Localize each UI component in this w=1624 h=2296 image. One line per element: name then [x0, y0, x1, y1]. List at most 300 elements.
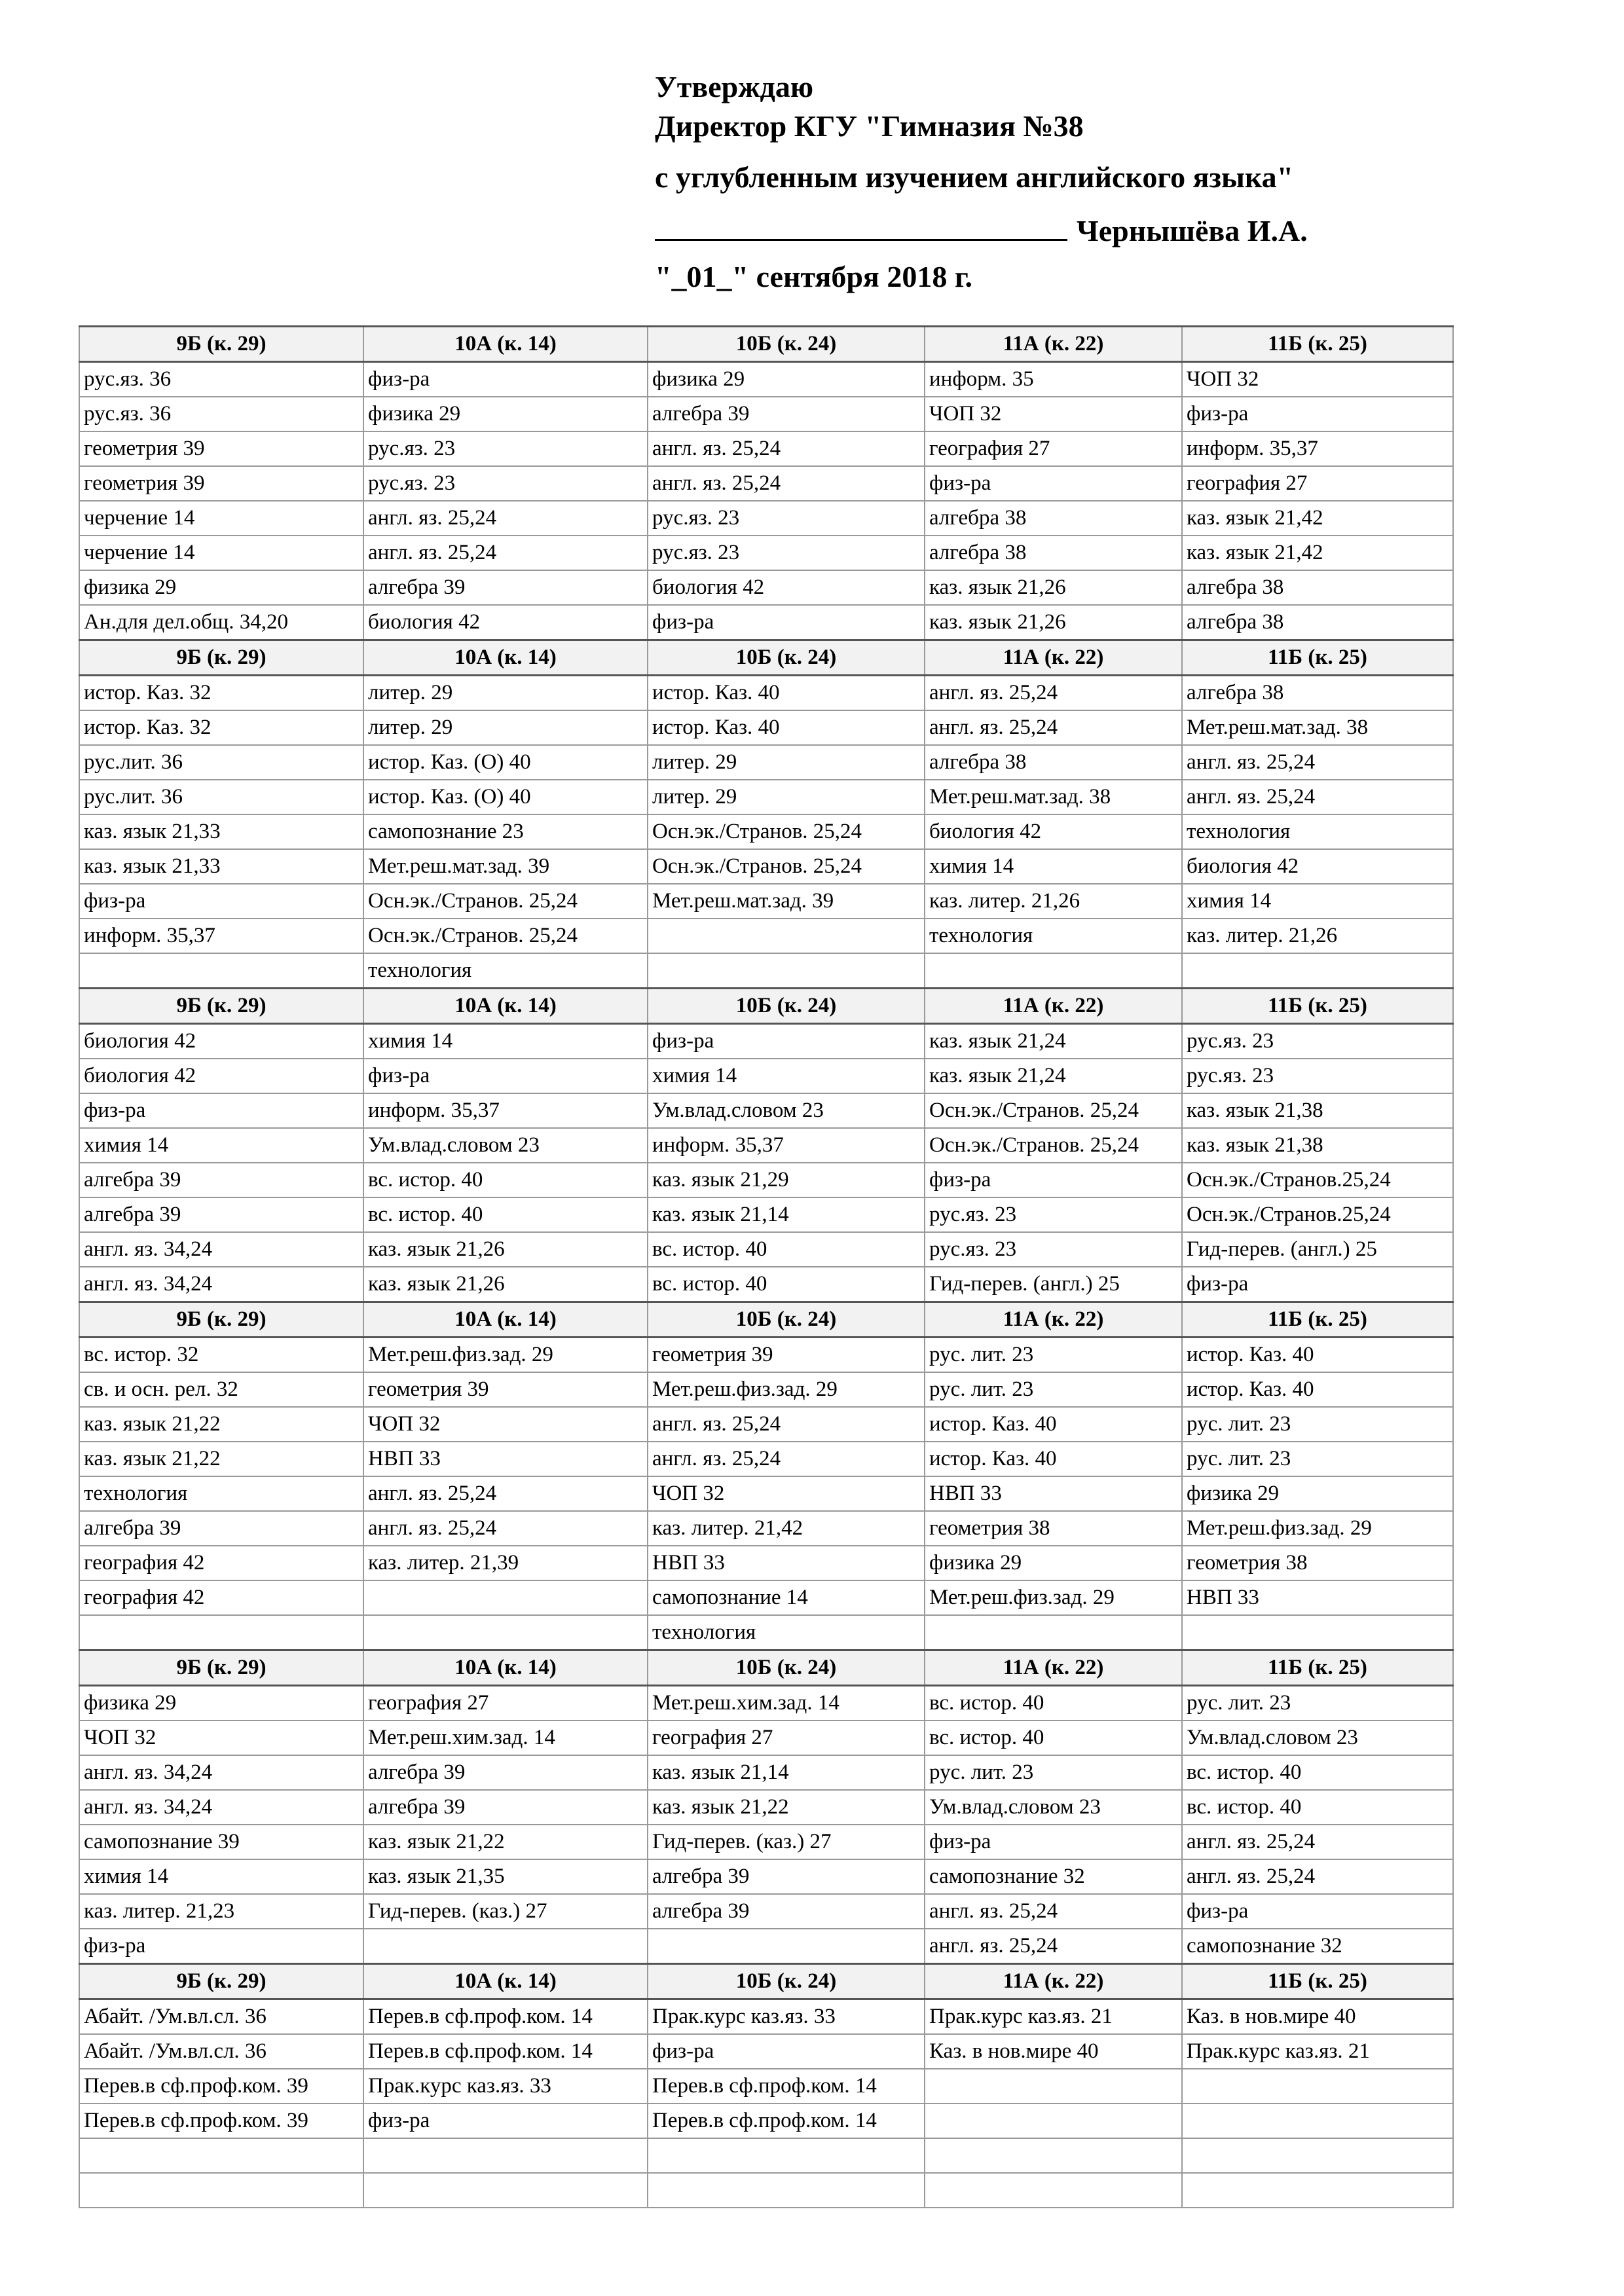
- lesson-cell: [648, 2173, 925, 2208]
- lesson-cell: каз. язык 21,26: [363, 1267, 648, 1302]
- lesson-row: [79, 1790, 1453, 1825]
- lesson-cell: рус.яз. 23: [925, 1197, 1182, 1232]
- lesson-cell: НВП 33: [648, 1546, 925, 1580]
- class-header-cell: 10Б (к. 24): [648, 989, 925, 1024]
- class-header-cell: 9Б (к. 29): [79, 989, 363, 1024]
- lesson-row: [79, 919, 1453, 953]
- class-header-cell: 11Б (к. 25): [1182, 989, 1453, 1024]
- class-header-cell: 11Б (к. 25): [1182, 640, 1453, 676]
- lesson-cell: геометрия 38: [925, 1511, 1182, 1546]
- lesson-cell: геометрия 38: [1182, 1546, 1453, 1580]
- lesson-cell: химия 14: [925, 849, 1182, 884]
- lesson-cell: самопознание 23: [363, 814, 648, 849]
- class-header-cell: 10А (к. 14): [363, 1302, 648, 1338]
- class-header-cell: 11А (к. 22): [925, 1302, 1182, 1338]
- lesson-cell: самопознание 32: [925, 1859, 1182, 1894]
- lesson-cell: каз. язык 21,14: [648, 1755, 925, 1790]
- approval-date: "_01_" сентября 2018 г.: [655, 260, 973, 293]
- lesson-cell: рус. лит. 23: [925, 1338, 1182, 1373]
- lesson-cell: рус.яз. 23: [1182, 1024, 1453, 1059]
- lesson-cell: биология 42: [1182, 849, 1453, 884]
- lesson-cell: ЧОП 32: [79, 1721, 363, 1755]
- class-header-cell: 9Б (к. 29): [79, 1302, 363, 1338]
- lesson-row: [79, 710, 1453, 745]
- lesson-row: [79, 2173, 1453, 2208]
- lesson-cell: истор. Каз. 40: [925, 1442, 1182, 1476]
- lesson-cell: география 42: [79, 1580, 363, 1615]
- lesson-cell: самопознание 14: [648, 1580, 925, 1615]
- class-header-cell: 11А (к. 22): [925, 640, 1182, 676]
- lesson-cell: физ-ра: [363, 2104, 648, 2138]
- lesson-cell: каз. язык 21,35: [363, 1859, 648, 1894]
- class-header-cell: 11Б (к. 25): [1182, 1964, 1453, 1999]
- lesson-cell: физика 29: [648, 362, 925, 397]
- lesson-cell: [925, 2173, 1182, 2208]
- lesson-cell: вс. истор. 40: [925, 1721, 1182, 1755]
- lesson-row: [79, 1024, 1453, 1059]
- lesson-cell: каз. язык 21,42: [1182, 536, 1453, 570]
- lesson-cell: [1182, 2069, 1453, 2104]
- lesson-row: [79, 1163, 1453, 1197]
- lesson-cell: алгебра 38: [1182, 676, 1453, 711]
- lesson-cell: физ-ра: [925, 1163, 1182, 1197]
- lesson-cell: география 27: [363, 1686, 648, 1721]
- lesson-cell: [79, 953, 363, 989]
- lesson-row: [79, 884, 1453, 919]
- lesson-row: [79, 1093, 1453, 1128]
- lesson-cell: литер. 29: [648, 780, 925, 814]
- lesson-cell: литер. 29: [363, 676, 648, 711]
- lesson-cell: физика 29: [925, 1546, 1182, 1580]
- class-header-cell: 11Б (к. 25): [1182, 327, 1453, 362]
- lesson-cell: англ. яз. 25,24: [363, 501, 648, 536]
- lesson-cell: Гид-перев. (каз.) 27: [648, 1825, 925, 1859]
- lesson-cell: [925, 953, 1182, 989]
- lesson-row: [79, 1859, 1453, 1894]
- lesson-row: [79, 1442, 1453, 1476]
- lesson-row: [79, 676, 1453, 711]
- lesson-cell: каз. язык 21,42: [1182, 501, 1453, 536]
- day-header-row: [79, 1964, 1453, 1999]
- lesson-cell: рус.яз. 23: [925, 1232, 1182, 1267]
- lesson-cell: литер. 29: [363, 710, 648, 745]
- lesson-cell: рус.яз. 23: [363, 466, 648, 501]
- lesson-row: [79, 1755, 1453, 1790]
- lesson-cell: [79, 1615, 363, 1650]
- lesson-cell: информ. 35,37: [79, 919, 363, 953]
- lesson-cell: каз. язык 21,14: [648, 1197, 925, 1232]
- class-header-cell: 9Б (к. 29): [79, 1964, 363, 1999]
- lesson-cell: вс. истор. 40: [363, 1163, 648, 1197]
- signature-blank: [655, 213, 1067, 241]
- lesson-cell: химия 14: [648, 1059, 925, 1093]
- lesson-cell: химия 14: [1182, 884, 1453, 919]
- lesson-cell: алгебра 38: [1182, 605, 1453, 640]
- lesson-cell: алгебра 39: [79, 1511, 363, 1546]
- lesson-cell: ЧОП 32: [1182, 362, 1453, 397]
- lesson-row: [79, 431, 1453, 466]
- lesson-cell: [363, 1615, 648, 1650]
- lesson-cell: [648, 1929, 925, 1964]
- class-header-cell: 10Б (к. 24): [648, 640, 925, 676]
- lesson-cell: Перев.в сф.проф.ком. 14: [648, 2069, 925, 2104]
- lesson-cell: физ-ра: [79, 1929, 363, 1964]
- lesson-cell: ЧОП 32: [925, 397, 1182, 431]
- lesson-row: [79, 745, 1453, 780]
- lesson-cell: [363, 2138, 648, 2173]
- lesson-row: [79, 570, 1453, 605]
- lesson-cell: [1182, 2138, 1453, 2173]
- lesson-cell: каз. язык 21,29: [648, 1163, 925, 1197]
- class-header-cell: 10Б (к. 24): [648, 327, 925, 362]
- lesson-row: [79, 1372, 1453, 1407]
- lesson-cell: Осн.эк./Странов. 25,24: [363, 884, 648, 919]
- lesson-cell: НВП 33: [1182, 1580, 1453, 1615]
- lesson-cell: каз. язык 21,22: [79, 1407, 363, 1442]
- day-header-row: [79, 327, 1453, 362]
- lesson-cell: Мет.реш.хим.зад. 14: [648, 1686, 925, 1721]
- lesson-cell: биология 42: [79, 1024, 363, 1059]
- lesson-row: [79, 1580, 1453, 1615]
- lesson-row: [79, 501, 1453, 536]
- signer-name: Чернышёва И.А.: [1077, 214, 1308, 247]
- lesson-cell: Ум.влад.словом 23: [363, 1128, 648, 1163]
- lesson-cell: геометрия 39: [79, 466, 363, 501]
- lesson-cell: литер. 29: [648, 745, 925, 780]
- lesson-cell: Осн.эк./Странов. 25,24: [648, 849, 925, 884]
- school-line: с углубленным изучением английского языка": [655, 160, 1294, 194]
- lesson-cell: биология 42: [925, 814, 1182, 849]
- lesson-cell: вс. истор. 40: [1182, 1790, 1453, 1825]
- lesson-cell: вс. истор. 40: [648, 1232, 925, 1267]
- lesson-cell: [363, 1580, 648, 1615]
- lesson-cell: Осн.эк./Странов.25,24: [1182, 1197, 1453, 1232]
- class-header-cell: 11А (к. 22): [925, 1964, 1182, 1999]
- lesson-cell: вс. истор. 40: [363, 1197, 648, 1232]
- lesson-cell: технология: [648, 1615, 925, 1650]
- lesson-cell: рус. лит. 23: [1182, 1407, 1453, 1442]
- lesson-cell: [363, 1929, 648, 1964]
- lesson-cell: Мет.реш.мат.зад. 39: [363, 849, 648, 884]
- lesson-row: [79, 1546, 1453, 1580]
- lesson-cell: англ. яз. 25,24: [648, 1442, 925, 1476]
- lesson-cell: алгебра 39: [648, 1894, 925, 1929]
- lesson-cell: Абайт. /Ум.вл.сл. 36: [79, 1999, 363, 2035]
- lesson-cell: физ-ра: [363, 1059, 648, 1093]
- lesson-cell: НВП 33: [363, 1442, 648, 1476]
- class-header-cell: 10А (к. 14): [363, 1650, 648, 1686]
- lesson-cell: Ум.влад.словом 23: [648, 1093, 925, 1128]
- lesson-row: [79, 1407, 1453, 1442]
- lesson-cell: каз. литер. 21,26: [925, 884, 1182, 919]
- lesson-cell: Мет.реш.мат.зад. 38: [1182, 710, 1453, 745]
- lesson-cell: каз. язык 21,33: [79, 814, 363, 849]
- lesson-cell: рус. лит. 23: [1182, 1686, 1453, 1721]
- lesson-cell: [648, 953, 925, 989]
- lesson-cell: истор. Каз. 40: [925, 1407, 1182, 1442]
- lesson-cell: алгебра 38: [925, 536, 1182, 570]
- lesson-cell: Гид-перев. (англ.) 25: [925, 1267, 1182, 1302]
- lesson-cell: физ-ра: [79, 884, 363, 919]
- lesson-row: [79, 1825, 1453, 1859]
- lesson-cell: Мет.реш.физ.зад. 29: [363, 1338, 648, 1373]
- lesson-cell: [1182, 953, 1453, 989]
- lesson-cell: физика 29: [1182, 1476, 1453, 1511]
- lesson-row: [79, 1721, 1453, 1755]
- lesson-cell: физика 29: [79, 570, 363, 605]
- lesson-cell: Осн.эк./Странов. 25,24: [925, 1128, 1182, 1163]
- lesson-cell: англ. яз. 25,24: [1182, 1859, 1453, 1894]
- signature-line: [655, 213, 1308, 246]
- lesson-cell: каз. язык 21,33: [79, 849, 363, 884]
- lesson-cell: англ. яз. 25,24: [363, 536, 648, 570]
- lesson-cell: технология: [363, 953, 648, 989]
- lesson-row: [79, 1338, 1453, 1373]
- lesson-cell: алгебра 39: [648, 397, 925, 431]
- lesson-cell: англ. яз. 25,24: [648, 466, 925, 501]
- lesson-cell: Перев.в сф.проф.ком. 39: [79, 2069, 363, 2104]
- class-header-cell: 11Б (к. 25): [1182, 1302, 1453, 1338]
- lesson-row: [79, 814, 1453, 849]
- lesson-cell: физика 29: [363, 397, 648, 431]
- schedule-body: [79, 327, 1453, 2208]
- lesson-cell: Мет.реш.мат.зад. 39: [648, 884, 925, 919]
- lesson-cell: [648, 919, 925, 953]
- lesson-cell: Мет.реш.физ.зад. 29: [1182, 1511, 1453, 1546]
- lesson-cell: [925, 2138, 1182, 2173]
- lesson-cell: география 27: [1182, 466, 1453, 501]
- lesson-cell: Мет.реш.мат.зад. 38: [925, 780, 1182, 814]
- day-header-row: [79, 1650, 1453, 1686]
- lesson-cell: Ум.влад.словом 23: [925, 1790, 1182, 1825]
- lesson-cell: Осн.эк./Странов. 25,24: [648, 814, 925, 849]
- lesson-cell: истор. Каз. 40: [1182, 1338, 1453, 1373]
- lesson-cell: англ. яз. 34,24: [79, 1232, 363, 1267]
- lesson-cell: самопознание 39: [79, 1825, 363, 1859]
- lesson-cell: химия 14: [79, 1128, 363, 1163]
- lesson-cell: Перев.в сф.проф.ком. 14: [648, 2104, 925, 2138]
- lesson-row: [79, 780, 1453, 814]
- lesson-cell: Мет.реш.физ.зад. 29: [648, 1372, 925, 1407]
- lesson-cell: физ-ра: [925, 1825, 1182, 1859]
- class-header-cell: 10А (к. 14): [363, 327, 648, 362]
- lesson-cell: англ. яз. 25,24: [925, 710, 1182, 745]
- lesson-cell: Гид-перев. (каз.) 27: [363, 1894, 648, 1929]
- lesson-cell: вс. истор. 40: [648, 1267, 925, 1302]
- lesson-cell: англ. яз. 25,24: [363, 1476, 648, 1511]
- lesson-cell: англ. яз. 34,24: [79, 1267, 363, 1302]
- lesson-cell: рус. лит. 23: [1182, 1442, 1453, 1476]
- lesson-cell: рус. лит. 23: [925, 1372, 1182, 1407]
- lesson-cell: Прак.курс каз.яз. 21: [1182, 2034, 1453, 2069]
- lesson-cell: вс. истор. 32: [79, 1338, 363, 1373]
- lesson-row: [79, 466, 1453, 501]
- lesson-cell: геометрия 39: [363, 1372, 648, 1407]
- lesson-cell: информ. 35,37: [363, 1093, 648, 1128]
- lesson-cell: физика 29: [79, 1686, 363, 1721]
- lesson-cell: Каз. в нов.мире 40: [925, 2034, 1182, 2069]
- lesson-cell: информ. 35,37: [648, 1128, 925, 1163]
- lesson-cell: англ. яз. 34,24: [79, 1790, 363, 1825]
- lesson-row: [79, 953, 1453, 989]
- class-header-cell: 10Б (к. 24): [648, 1302, 925, 1338]
- lesson-row: [79, 536, 1453, 570]
- day-header-row: [79, 1302, 1453, 1338]
- lesson-row: [79, 2069, 1453, 2104]
- lesson-cell: [1182, 2173, 1453, 2208]
- lesson-cell: Мет.реш.физ.зад. 29: [925, 1580, 1182, 1615]
- lesson-cell: Осн.эк./Странов. 25,24: [363, 919, 648, 953]
- lesson-cell: Прак.курс каз.яз. 33: [648, 1999, 925, 2035]
- class-header-cell: 11А (к. 22): [925, 989, 1182, 1024]
- class-header-cell: 10Б (к. 24): [648, 1650, 925, 1686]
- lesson-cell: черчение 14: [79, 536, 363, 570]
- class-header-cell: 10А (к. 14): [363, 1964, 648, 1999]
- lesson-cell: англ. яз. 25,24: [648, 431, 925, 466]
- lesson-cell: англ. яз. 25,24: [925, 676, 1182, 711]
- day-header-row: [79, 640, 1453, 676]
- lesson-cell: геометрия 39: [79, 431, 363, 466]
- director-line: Директор КГУ "Гимназия №38: [655, 109, 1084, 143]
- lesson-cell: каз. язык 21,26: [363, 1232, 648, 1267]
- lesson-cell: каз. язык 21,26: [925, 605, 1182, 640]
- lesson-cell: геометрия 39: [648, 1338, 925, 1373]
- lesson-cell: рус.лит. 36: [79, 745, 363, 780]
- lesson-cell: каз. язык 21,24: [925, 1024, 1182, 1059]
- lesson-cell: [363, 2173, 648, 2208]
- lesson-row: [79, 1894, 1453, 1929]
- lesson-cell: рус.яз. 23: [363, 431, 648, 466]
- lesson-cell: алгебра 39: [79, 1163, 363, 1197]
- lesson-row: [79, 1511, 1453, 1546]
- lesson-cell: физ-ра: [79, 1093, 363, 1128]
- lesson-cell: рус.лит. 36: [79, 780, 363, 814]
- lesson-cell: алгебра 39: [648, 1859, 925, 1894]
- class-header-cell: 9Б (к. 29): [79, 640, 363, 676]
- lesson-cell: технология: [79, 1476, 363, 1511]
- lesson-cell: [925, 1615, 1182, 1650]
- lesson-cell: алгебра 39: [79, 1197, 363, 1232]
- lesson-cell: информ. 35,37: [1182, 431, 1453, 466]
- lesson-cell: физ-ра: [648, 605, 925, 640]
- lesson-cell: химия 14: [363, 1024, 648, 1059]
- lesson-cell: рус.яз. 36: [79, 397, 363, 431]
- lesson-cell: рус.яз. 23: [648, 501, 925, 536]
- class-header-cell: 10А (к. 14): [363, 640, 648, 676]
- lesson-row: [79, 1128, 1453, 1163]
- lesson-cell: технология: [1182, 814, 1453, 849]
- schedule-table: [79, 325, 1454, 2208]
- lesson-cell: физ-ра: [648, 2034, 925, 2069]
- lesson-row: [79, 1999, 1453, 2035]
- lesson-row: [79, 1476, 1453, 1511]
- lesson-cell: Прак.курс каз.яз. 21: [925, 1999, 1182, 2035]
- lesson-cell: каз. язык 21,38: [1182, 1128, 1453, 1163]
- lesson-cell: биология 42: [648, 570, 925, 605]
- class-header-cell: 9Б (к. 29): [79, 327, 363, 362]
- lesson-cell: каз. литер. 21,23: [79, 1894, 363, 1929]
- lesson-cell: алгебра 39: [363, 1790, 648, 1825]
- lesson-row: [79, 397, 1453, 431]
- lesson-cell: истор. Каз. 32: [79, 710, 363, 745]
- lesson-cell: физ-ра: [1182, 397, 1453, 431]
- lesson-cell: география 42: [79, 1546, 363, 1580]
- lesson-cell: [925, 2104, 1182, 2138]
- lesson-cell: истор. Каз. 40: [648, 710, 925, 745]
- lesson-row: [79, 1686, 1453, 1721]
- lesson-cell: вс. истор. 40: [925, 1686, 1182, 1721]
- lesson-cell: англ. яз. 25,24: [648, 1407, 925, 1442]
- lesson-row: [79, 1267, 1453, 1302]
- lesson-cell: биология 42: [363, 605, 648, 640]
- lesson-cell: Осн.эк./Странов. 25,24: [925, 1093, 1182, 1128]
- lesson-cell: англ. яз. 25,24: [925, 1929, 1182, 1964]
- lesson-cell: алгебра 38: [925, 501, 1182, 536]
- lesson-cell: алгебра 38: [925, 745, 1182, 780]
- lesson-cell: алгебра 38: [1182, 570, 1453, 605]
- lesson-cell: алгебра 39: [363, 570, 648, 605]
- lesson-row: [79, 2034, 1453, 2069]
- lesson-cell: физ-ра: [363, 362, 648, 397]
- lesson-cell: каз. язык 21,38: [1182, 1093, 1453, 1128]
- class-header-cell: 11Б (к. 25): [1182, 1650, 1453, 1686]
- lesson-cell: [1182, 1615, 1453, 1650]
- lesson-cell: Мет.реш.хим.зад. 14: [363, 1721, 648, 1755]
- lesson-cell: биология 42: [79, 1059, 363, 1093]
- lesson-cell: рус.яз. 23: [1182, 1059, 1453, 1093]
- lesson-cell: география 27: [925, 431, 1182, 466]
- lesson-cell: англ. яз. 25,24: [1182, 1825, 1453, 1859]
- lesson-row: [79, 2138, 1453, 2173]
- lesson-cell: каз. язык 21,26: [925, 570, 1182, 605]
- lesson-cell: св. и осн. рел. 32: [79, 1372, 363, 1407]
- lesson-cell: рус.яз. 23: [648, 536, 925, 570]
- lesson-cell: технология: [925, 919, 1182, 953]
- lesson-cell: [1182, 2104, 1453, 2138]
- lesson-row: [79, 1615, 1453, 1650]
- lesson-cell: каз. язык 21,22: [648, 1790, 925, 1825]
- lesson-cell: алгебра 39: [363, 1755, 648, 1790]
- lesson-cell: ЧОП 32: [363, 1407, 648, 1442]
- lesson-cell: физ-ра: [1182, 1267, 1453, 1302]
- lesson-row: [79, 362, 1453, 397]
- lesson-cell: каз. литер. 21,26: [1182, 919, 1453, 953]
- lesson-cell: Осн.эк./Странов.25,24: [1182, 1163, 1453, 1197]
- lesson-row: [79, 2104, 1453, 2138]
- lesson-cell: физ-ра: [1182, 1894, 1453, 1929]
- lesson-cell: англ. яз. 25,24: [1182, 780, 1453, 814]
- lesson-row: [79, 849, 1453, 884]
- lesson-cell: география 27: [648, 1721, 925, 1755]
- lesson-cell: Перев.в сф.проф.ком. 14: [363, 2034, 648, 2069]
- lesson-cell: Ан.для дел.общ. 34,20: [79, 605, 363, 640]
- lesson-cell: Абайт. /Ум.вл.сл. 36: [79, 2034, 363, 2069]
- lesson-cell: истор. Каз. (О) 40: [363, 745, 648, 780]
- lesson-row: [79, 605, 1453, 640]
- lesson-row: [79, 1197, 1453, 1232]
- lesson-cell: англ. яз. 34,24: [79, 1755, 363, 1790]
- lesson-cell: англ. яз. 25,24: [925, 1894, 1182, 1929]
- lesson-cell: [648, 2138, 925, 2173]
- lesson-cell: Гид-перев. (англ.) 25: [1182, 1232, 1453, 1267]
- lesson-cell: истор. Каз. 32: [79, 676, 363, 711]
- lesson-cell: истор. Каз. 40: [648, 676, 925, 711]
- class-header-cell: 11А (к. 22): [925, 1650, 1182, 1686]
- lesson-cell: каз. литер. 21,42: [648, 1511, 925, 1546]
- lesson-cell: вс. истор. 40: [1182, 1755, 1453, 1790]
- lesson-cell: каз. литер. 21,39: [363, 1546, 648, 1580]
- lesson-cell: каз. язык 21,22: [79, 1442, 363, 1476]
